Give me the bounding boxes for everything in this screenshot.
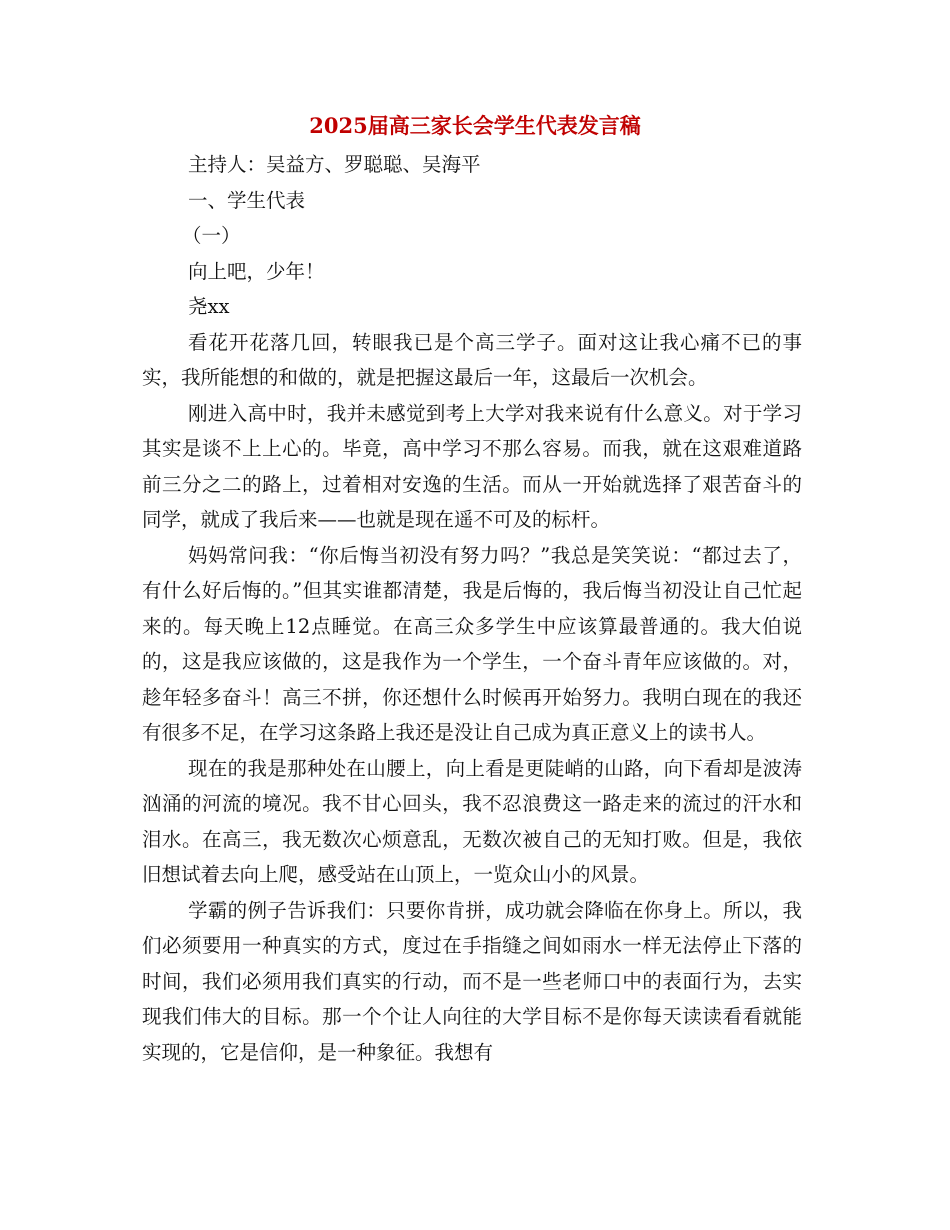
paragraph: 妈妈常问我：“你后悔当初没有努力吗？”我总是笑笑说：“都过去了，有什么好后悔的。”但其实谁都清楚，我是后悔的，我后悔当初没让自己忙起来的。每天晚上12点睡觉。在高三众多学生中应该算最普通的。我大伯说的，这是我应该做的，这是我作为一个学生，一个奋斗青年应该做的。对，趁年轻多奋斗！高三不拼，你还想什么时候再开始努力。我明白现在的我还有很多不足，在学习这条路上我还是没让自己成为真正意义上的读书人。: [142, 543, 802, 744]
section-heading: 一、学生代表: [188, 188, 306, 212]
author-name: 尧xx: [188, 295, 230, 318]
document-body: [142, 147, 802, 1070]
paragraph: 现在的我是那种处在山腰上，向上看是更陡峭的山路，向下看却是波涛汹涌的河流的境况。我不甘心回头，我不忍浪费这一路走来的流过的汗水和泪水。在高三，我无数次心烦意乱，无数次被自己的无知打败。但是，我依旧想试着去向上爬，感受站在山顶上，一览众山小的风景。: [142, 756, 802, 886]
paragraph: 学霸的例子告诉我们：只要你肯拼，成功就会降临在你身上。所以，我们必须要用一种真实的方式，度过在手指缝之间如雨水一样无法停止下落的时间，我们必须用我们真实的行动，而不是一些老师口中的表面行为，去实现我们伟大的目标。那一个个让人向往的大学目标不是你每天读读看看就能实现的，它是信仰，是一种象征。我想有: [142, 898, 802, 1064]
paragraph: 看花开花落几回，转眼我已是个高三学子。面对这让我心痛不已的事实，我所能想的和做的，就是把握这最后一年，这最后一次机会。: [142, 330, 802, 389]
subsection-label: （一）: [182, 224, 241, 247]
speech-title: 向上吧，少年！: [188, 259, 325, 283]
document-title: 2025届高三家长会学生代表发言稿: [309, 113, 641, 138]
paragraph: 刚进入高中时，我并未感觉到考上大学对我来说有什么意义。对于学习其实是谈不上上心的。毕竟，高中学习不那么容易。而我，就在这艰难道路前三分之二的路上，过着相对安逸的生活。而从一开始就选择了艰苦奋斗的同学，就成了我后来——也就是现在遥不可及的标杆。: [142, 401, 802, 531]
host-line: 主持人：吴益方、罗聪聪、吴海平: [188, 153, 481, 176]
